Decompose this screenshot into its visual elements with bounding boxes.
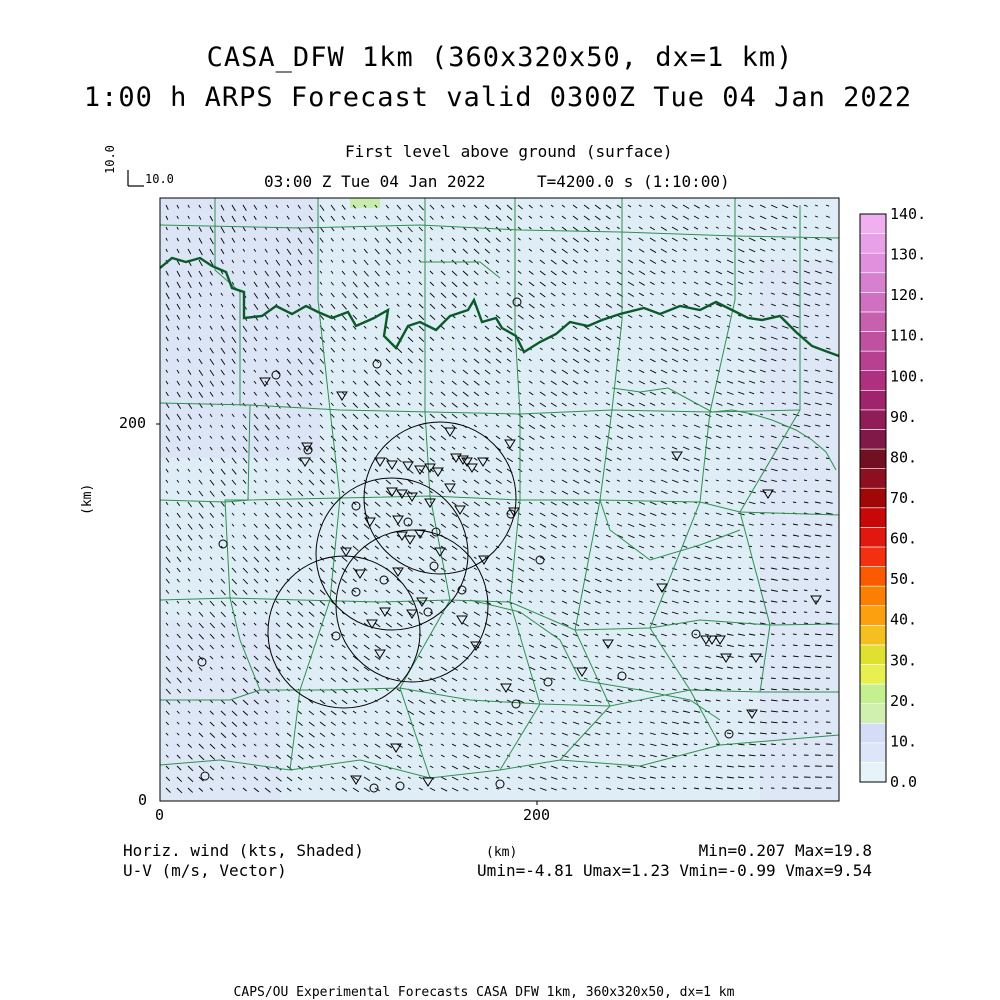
elapsed-time-label: T=4200.0 s (1:10:00)	[537, 172, 730, 191]
wind-vector	[826, 656, 832, 657]
colorbar-label: 110.	[890, 326, 927, 345]
wind-vector	[672, 788, 675, 789]
colorbar-swatch	[860, 586, 886, 606]
colorbar-swatch	[860, 449, 886, 469]
wind-vector	[727, 711, 730, 712]
wind-vector	[749, 700, 753, 701]
colorbar-swatch	[860, 410, 886, 430]
colorbar-label: 50.	[890, 570, 918, 589]
y-tick-200: 200	[119, 414, 147, 432]
wind-vector	[815, 568, 819, 569]
wind-vector	[716, 722, 719, 723]
wind-vector	[760, 755, 765, 756]
wind-vector	[793, 634, 797, 635]
colorbar	[860, 205, 926, 791]
wind-vector	[804, 590, 807, 591]
colorbar-label: 100.	[890, 367, 927, 386]
wind-vector	[738, 689, 741, 690]
colorbar-swatch	[860, 664, 886, 684]
vector-key-vertical-label: 10.0	[103, 145, 117, 174]
colorbar-label: 20.	[890, 691, 918, 710]
wind-vector	[782, 645, 785, 646]
y-tick-0: 0	[138, 791, 148, 809]
colorbar-swatch	[860, 390, 886, 410]
colorbar-label: 10.	[890, 732, 918, 751]
wind-vector	[771, 634, 774, 635]
wind-vector	[804, 623, 808, 624]
colorbar-swatch	[860, 488, 886, 508]
x-tick-0: 0	[155, 806, 165, 824]
wind-vector	[826, 601, 831, 602]
y-axis-unit-label: (km)	[80, 483, 95, 515]
colorbar-label: 140.	[890, 205, 927, 223]
wind-vector	[749, 689, 752, 690]
min-max-label: Min=0.207 Max=19.8	[698, 841, 872, 860]
colorbar-swatch	[860, 645, 886, 665]
wind-vector	[815, 612, 819, 613]
colorbar-label: 60.	[890, 529, 918, 548]
wind-vector	[738, 700, 741, 701]
wind-vector	[826, 590, 830, 591]
colorbar-swatch	[860, 253, 886, 273]
title-line-2: 1:00 h ARPS Forecast valid 0300Z Tue 04 Jan 2022	[83, 82, 913, 113]
colorbar-swatch	[860, 214, 886, 234]
vector-key	[128, 170, 144, 186]
wind-vector	[694, 766, 697, 767]
wind-vector	[815, 678, 820, 679]
wind-vector	[749, 678, 752, 679]
wind-vector	[705, 733, 708, 734]
uv-range-label: Umin=-4.81 Umax=1.23 Vmin=-0.99 Vmax=9.54	[477, 861, 872, 880]
wind-vector	[804, 689, 810, 690]
x-tick-200: 200	[523, 806, 551, 824]
colorbar-label: 130.	[890, 245, 927, 264]
colorbar-swatch	[860, 508, 886, 528]
colorbar-swatch	[860, 606, 886, 626]
wind-vector	[705, 755, 708, 756]
wind-vector	[738, 711, 742, 712]
wind-vector	[771, 645, 774, 646]
colorbar-swatch	[860, 704, 886, 724]
colorbar-label: 120.	[890, 286, 927, 305]
valid-time-label: 03:00 Z Tue 04 Jan 2022	[264, 172, 486, 191]
wind-vector	[782, 722, 787, 723]
plot-area	[156, 198, 839, 805]
wind-vector	[727, 722, 730, 723]
colorbar-swatch	[860, 429, 886, 449]
shading-patch-south	[160, 620, 280, 800]
wind-vector	[782, 623, 785, 624]
colorbar-swatch	[860, 684, 886, 704]
colorbar-swatch	[860, 547, 886, 567]
colorbar-swatch	[860, 469, 886, 489]
credit-line: CAPS/OU Experimental Forecasts CASA DFW 1km, 360x320x50, dx=1 km	[233, 985, 735, 1000]
colorbar-label: 0.0	[890, 773, 918, 791]
wind-vector	[793, 601, 797, 602]
wind-vector	[727, 700, 730, 701]
colorbar-swatch	[860, 332, 886, 352]
wind-vector	[694, 755, 697, 756]
wind-vector	[771, 667, 775, 668]
wind-vector	[760, 656, 763, 657]
vector-key-horizontal-label: 10.0	[145, 172, 174, 186]
colorbar-swatch	[860, 234, 886, 254]
wind-vector	[683, 777, 686, 778]
wind-vector	[705, 744, 708, 745]
vector-description: U-V (m/s, Vector)	[123, 861, 287, 880]
wind-vector	[826, 557, 829, 558]
wind-vector	[782, 656, 786, 657]
colorbar-swatch	[860, 567, 886, 587]
wind-vector	[716, 733, 719, 734]
x-axis-unit-label: (km)	[486, 845, 518, 860]
wind-vector	[749, 667, 752, 668]
colorbar-swatch	[860, 723, 886, 743]
colorbar-label: 40.	[890, 610, 918, 629]
wind-vector	[760, 667, 763, 668]
shading-description: Horiz. wind (kts, Shaded)	[123, 841, 364, 860]
colorbar-swatch	[860, 351, 886, 371]
colorbar-swatch	[860, 743, 886, 763]
wind-vector	[738, 788, 743, 789]
wind-vector	[683, 766, 686, 767]
colorbar-label: 90.	[890, 407, 918, 426]
colorbar-label: 80.	[890, 448, 918, 467]
colorbar-swatch	[860, 312, 886, 332]
level-label: First level above ground (surface)	[345, 142, 673, 161]
colorbar-swatch	[860, 273, 886, 293]
wind-vector	[771, 744, 776, 745]
colorbar-label: 70.	[890, 489, 918, 507]
wind-vector	[749, 777, 754, 778]
colorbar-swatch	[860, 371, 886, 391]
colorbar-swatch	[860, 762, 886, 782]
wind-vector	[793, 711, 798, 712]
colorbar-swatch	[860, 625, 886, 645]
colorbar-swatch	[860, 527, 886, 547]
title-line-1: CASA_DFW 1km (360x320x50, dx=1 km)	[206, 42, 794, 73]
colorbar-label: 30.	[890, 651, 918, 670]
colorbar-swatch	[860, 292, 886, 312]
wind-vector	[826, 447, 829, 448]
wind-vector	[771, 656, 774, 657]
